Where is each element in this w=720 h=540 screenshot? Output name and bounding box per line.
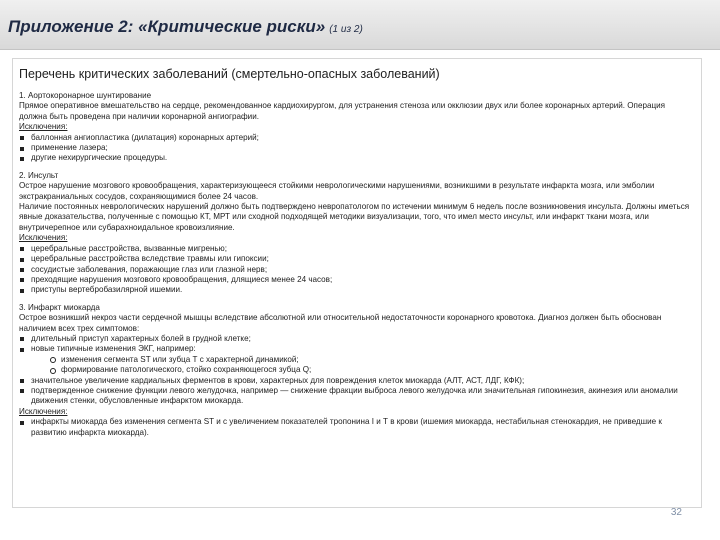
exclusions-label: Исключения:	[19, 233, 68, 243]
section-body-2: Наличие постоянных неврологических нарушений должно быть подтверждено невропатологом по истечении минимум 6 недель после возникновения инсульта. Должны иметься явные доказательства, полученные с помощью КТ, МРТ или сходной подходящей методики визуализации, того, что имел место инсульт, или инфаркт ткани мозга, или внутричерепное или субарахноидальное кровоизлияние.	[19, 202, 690, 232]
sub-list-item: изменения сегмента ST или зубца Т с характерной динамикой;	[49, 355, 691, 365]
ecg-changes-list	[49, 355, 691, 376]
section-cabg	[19, 91, 691, 164]
list-item: значительное увеличение кардиальных ферментов в крови, характерных для повреждения клеток миокарда (АЛТ, АСТ, ЛДГ, КФК);	[19, 376, 691, 386]
list-item	[19, 344, 691, 375]
page-number: 32	[670, 507, 682, 518]
list-item: сосудистые заболевания, поражающие глаз или глазной нерв;	[19, 265, 691, 275]
exclusions-label: Исключения:	[19, 122, 68, 132]
symptoms-list	[19, 334, 691, 407]
list-item: другие нехирургические процедуры.	[19, 153, 691, 163]
list-item: приступы вертебробазилярной ишемии.	[19, 285, 691, 295]
exclusions-list	[19, 244, 691, 296]
section-heading: 1. Аортокоронарное шунтирование	[19, 91, 152, 100]
list-item: церебральные расстройства, вызванные мигренью;	[19, 244, 691, 254]
slide-header	[0, 0, 720, 50]
list-item-text: новые типичные изменения ЭКГ, например:	[31, 344, 196, 354]
slide-title	[8, 17, 363, 37]
exclusions-list	[19, 417, 691, 438]
slide-title-subtitle: (1 из 2)	[329, 24, 363, 35]
section-stroke	[19, 171, 691, 296]
list-title: Перечень критических заболеваний (смертельно-опасных заболеваний)	[19, 67, 440, 81]
list-item: преходящие нарушения мозгового кровообращения, длящиеся менее 24 часов;	[19, 275, 691, 285]
exclusions-list	[19, 133, 691, 164]
section-myocardial-infarction	[19, 303, 691, 438]
list-item: церебральные расстройства вследствие травмы или гипоксии;	[19, 254, 691, 264]
list-item: применение лазера;	[19, 143, 691, 153]
exclusions-label: Исключения:	[19, 406, 68, 416]
list-item: подтвержденное снижение функции левого желудочка, например — снижение фракции выброса левого желудочка или значительная гипокинезия, акинезия или аномалии движения стенки, обусловленные инфарктом миокарда.	[19, 386, 691, 407]
section-body: Прямое оперативное вмешательство на сердце, рекомендованное кардиохирургом, для устранения стеноза или окклюзии двух или более коронарных артерий. Операция должна быть проведена при наличии коронарной ангиографии.	[19, 101, 665, 121]
content-panel	[12, 58, 702, 508]
section-body: Острое возникший некроз части сердечной мышцы вследствие абсолютной или относительной недостаточности коронарного кровотока. Диагноз должен быть обоснован наличием всех трех симптомов:	[19, 313, 662, 333]
section-heading: 3. Инфаркт миокарда	[19, 302, 100, 312]
sub-list-item: формирование патологического, стойко сохраняющегося зубца Q;	[49, 365, 691, 375]
list-item: баллонная ангиопластика (дилатация) коронарных артерий;	[19, 133, 691, 143]
slide-title-text: Приложение 2: «Критические риски»	[8, 17, 326, 36]
list-item: инфаркты миокарда без изменения сегмента ST и с увеличением показателей тропонина I и Т в крови (ишемия миокарда, нестабильная стенокардия, не приведшие к развитию инфаркта миокарда).	[19, 417, 691, 438]
section-body: Острое нарушение мозгового кровообращения, характеризующееся стойкими неврологическими нарушениями, возникшими в результате инфаркта мозга, или эмболии экстракраниальных сосудов, сохраняющимися более 24 часов.	[19, 181, 655, 201]
section-heading: 2. Инсульт	[19, 170, 59, 180]
list-item: длительный приступ характерных болей в грудной клетке;	[19, 334, 691, 344]
